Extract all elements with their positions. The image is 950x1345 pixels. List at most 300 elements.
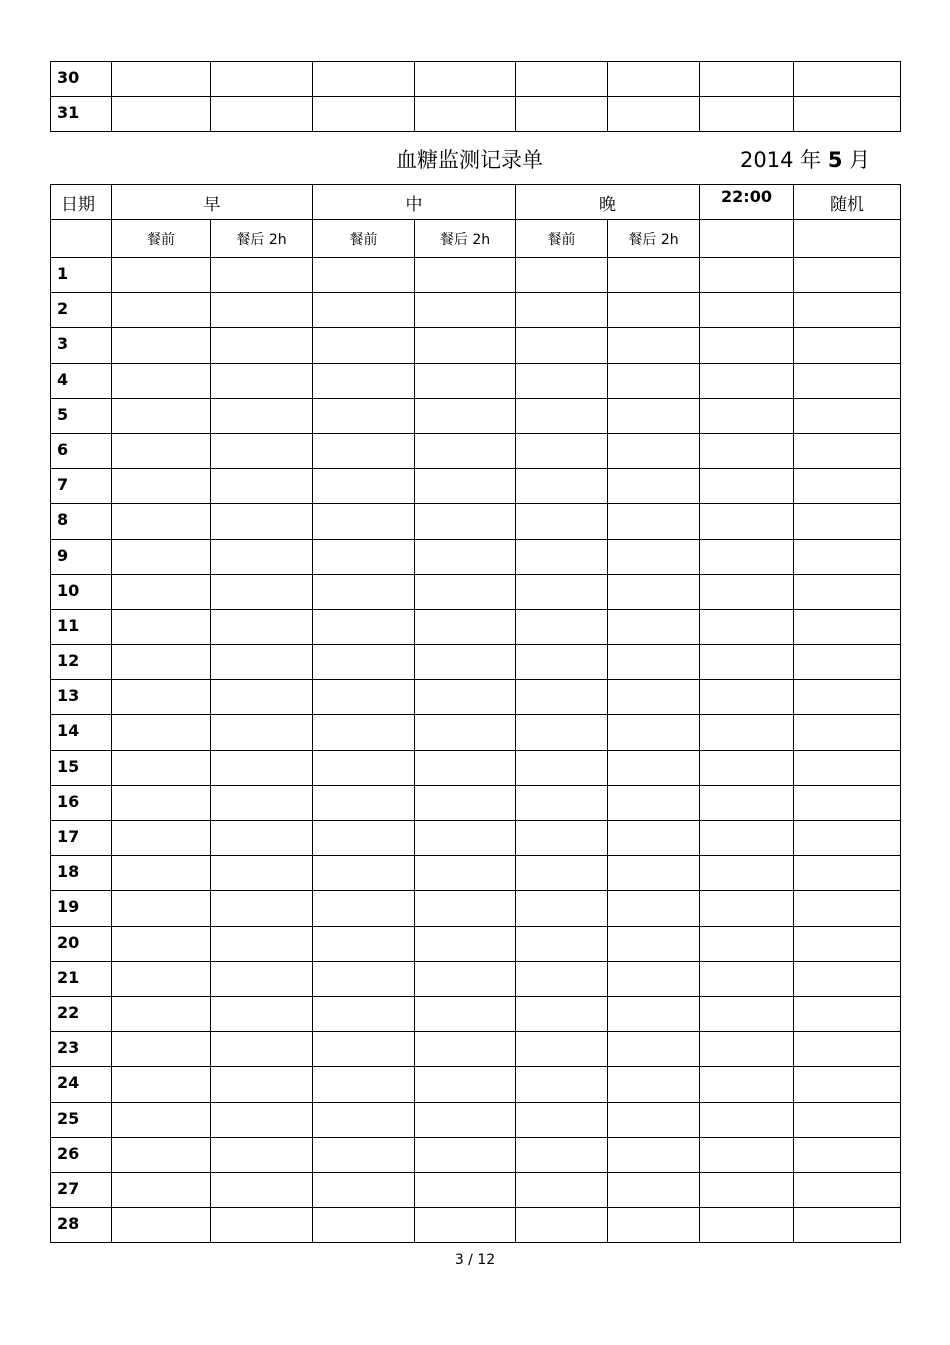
day-entry-cell[interactable] [516, 1137, 608, 1172]
day-entry-cell[interactable] [313, 398, 415, 433]
day-entry-cell[interactable] [516, 891, 608, 926]
day-entry-cell[interactable] [211, 961, 313, 996]
day-entry-cell[interactable] [608, 1102, 700, 1137]
page-number: 3 / 12 [454, 1252, 496, 1268]
day-row [51, 433, 901, 468]
day-entry-cell[interactable] [608, 293, 700, 328]
day-entry-cell[interactable] [313, 750, 415, 785]
day-entry-cell[interactable] [211, 1137, 313, 1172]
day-entry-cell[interactable] [794, 926, 901, 961]
day-row [51, 926, 901, 961]
day-entry-cell[interactable] [700, 996, 794, 1031]
day-entry-cell[interactable] [313, 856, 415, 891]
day-entry-cell[interactable] [516, 504, 608, 539]
day-entry-cell[interactable] [516, 469, 608, 504]
day-entry-cell[interactable] [415, 750, 516, 785]
day-entry-cell[interactable] [700, 574, 794, 609]
day-day-label: 13 [51, 680, 112, 715]
day-row [51, 1208, 901, 1243]
day-entry-cell[interactable] [211, 1208, 313, 1243]
day-entry-cell[interactable] [516, 609, 608, 644]
day-row [51, 574, 901, 609]
day-entry-cell[interactable] [700, 1208, 794, 1243]
day-entry-cell[interactable] [313, 891, 415, 926]
prev-entry-cell[interactable] [794, 97, 901, 132]
prev-entry-cell[interactable] [313, 97, 415, 132]
day-day-label: 25 [51, 1102, 112, 1137]
day-entry-cell[interactable] [313, 574, 415, 609]
day-day-label: 27 [51, 1172, 112, 1207]
day-entry-cell[interactable] [415, 539, 516, 574]
day-entry-cell[interactable] [516, 258, 608, 293]
day-entry-cell[interactable] [211, 258, 313, 293]
day-entry-cell[interactable] [313, 1102, 415, 1137]
day-entry-cell[interactable] [700, 328, 794, 363]
day-entry-cell[interactable] [211, 293, 313, 328]
day-entry-cell[interactable] [700, 363, 794, 398]
header-row-meals [51, 220, 901, 258]
day-entry-cell[interactable] [211, 1032, 313, 1067]
day-entry-cell[interactable] [211, 715, 313, 750]
day-day-label: 28 [51, 1208, 112, 1243]
prev-entry-cell[interactable] [608, 97, 700, 132]
day-entry-cell[interactable] [516, 539, 608, 574]
day-entry-cell[interactable] [415, 645, 516, 680]
day-entry-cell[interactable] [415, 821, 516, 856]
day-day-label: 21 [51, 961, 112, 996]
day-entry-cell[interactable] [794, 504, 901, 539]
day-entry-cell[interactable] [415, 258, 516, 293]
day-row [51, 750, 901, 785]
day-entry-cell[interactable] [313, 1032, 415, 1067]
day-entry-cell[interactable] [608, 750, 700, 785]
day-entry-cell[interactable] [415, 363, 516, 398]
day-entry-cell[interactable] [313, 469, 415, 504]
day-entry-cell[interactable] [794, 821, 901, 856]
day-entry-cell[interactable] [415, 715, 516, 750]
day-entry-cell[interactable] [516, 821, 608, 856]
day-entry-cell[interactable] [112, 1172, 211, 1207]
day-entry-cell[interactable] [415, 504, 516, 539]
day-entry-cell[interactable] [608, 645, 700, 680]
day-entry-cell[interactable] [211, 609, 313, 644]
day-day-label: 20 [51, 926, 112, 961]
day-entry-cell[interactable] [211, 680, 313, 715]
day-entry-cell[interactable] [516, 1102, 608, 1137]
day-entry-cell[interactable] [112, 996, 211, 1031]
day-entry-cell[interactable] [794, 891, 901, 926]
prev-entry-cell[interactable] [112, 62, 211, 97]
day-entry-cell[interactable] [112, 891, 211, 926]
header-noon-before: 餐前 [313, 220, 415, 258]
day-entry-cell[interactable] [211, 433, 313, 468]
day-entry-cell[interactable] [794, 715, 901, 750]
day-row [51, 891, 901, 926]
day-entry-cell[interactable] [608, 609, 700, 644]
day-entry-cell[interactable] [516, 293, 608, 328]
day-entry-cell[interactable] [211, 574, 313, 609]
day-entry-cell[interactable] [112, 926, 211, 961]
header-row-periods [51, 185, 901, 220]
document-date [740, 144, 870, 174]
day-entry-cell[interactable] [415, 433, 516, 468]
day-entry-cell[interactable] [608, 680, 700, 715]
day-entry-cell[interactable] [211, 328, 313, 363]
day-entry-cell[interactable] [415, 961, 516, 996]
day-day-label: 1 [51, 258, 112, 293]
day-entry-cell[interactable] [112, 785, 211, 820]
day-row [51, 293, 901, 328]
day-entry-cell[interactable] [112, 433, 211, 468]
day-entry-cell[interactable] [794, 785, 901, 820]
day-entry-cell[interactable] [516, 363, 608, 398]
day-entry-cell[interactable] [313, 715, 415, 750]
day-entry-cell[interactable] [794, 961, 901, 996]
day-entry-cell[interactable] [608, 328, 700, 363]
day-entry-cell[interactable] [313, 680, 415, 715]
header-morning-after: 餐后 2h [211, 220, 313, 258]
day-entry-cell[interactable] [415, 1208, 516, 1243]
day-entry-cell[interactable] [313, 293, 415, 328]
day-entry-cell[interactable] [700, 1067, 794, 1102]
date-month: 5 [827, 148, 843, 172]
day-entry-cell[interactable] [794, 750, 901, 785]
day-entry-cell[interactable] [608, 891, 700, 926]
day-row [51, 398, 901, 433]
day-entry-cell[interactable] [313, 785, 415, 820]
day-entry-cell[interactable] [112, 469, 211, 504]
prev-entry-cell[interactable] [313, 62, 415, 97]
day-entry-cell[interactable] [608, 258, 700, 293]
day-entry-cell[interactable] [608, 1172, 700, 1207]
day-entry-cell[interactable] [415, 398, 516, 433]
day-entry-cell[interactable] [313, 821, 415, 856]
day-entry-cell[interactable] [313, 996, 415, 1031]
day-entry-cell[interactable] [700, 398, 794, 433]
day-entry-cell[interactable] [211, 539, 313, 574]
day-day-label: 4 [51, 363, 112, 398]
day-entry-cell[interactable] [211, 750, 313, 785]
header-2200-blank [700, 220, 794, 258]
day-entry-cell[interactable] [112, 856, 211, 891]
day-entry-cell[interactable] [415, 293, 516, 328]
day-entry-cell[interactable] [516, 750, 608, 785]
day-entry-cell[interactable] [211, 891, 313, 926]
prev-entry-cell[interactable] [112, 97, 211, 132]
day-entry-cell[interactable] [700, 539, 794, 574]
day-entry-cell[interactable] [211, 398, 313, 433]
day-entry-cell[interactable] [700, 1172, 794, 1207]
day-day-label: 7 [51, 469, 112, 504]
day-entry-cell[interactable] [516, 715, 608, 750]
day-entry-cell[interactable] [700, 961, 794, 996]
day-entry-cell[interactable] [415, 680, 516, 715]
day-entry-cell[interactable] [608, 856, 700, 891]
day-entry-cell[interactable] [112, 258, 211, 293]
prev-entry-cell[interactable] [211, 62, 313, 97]
day-entry-cell[interactable] [112, 398, 211, 433]
day-entry-cell[interactable] [415, 1172, 516, 1207]
day-entry-cell[interactable] [608, 398, 700, 433]
day-entry-cell[interactable] [313, 645, 415, 680]
day-day-label: 19 [51, 891, 112, 926]
prev-row [51, 97, 901, 132]
day-entry-cell[interactable] [211, 504, 313, 539]
header-random: 随机 [794, 185, 901, 220]
day-entry-cell[interactable] [700, 715, 794, 750]
day-entry-cell[interactable] [313, 363, 415, 398]
day-entry-cell[interactable] [794, 1067, 901, 1102]
day-entry-cell[interactable] [415, 1067, 516, 1102]
prev-entry-cell[interactable] [516, 97, 608, 132]
day-entry-cell[interactable] [608, 715, 700, 750]
day-entry-cell[interactable] [112, 539, 211, 574]
day-entry-cell[interactable] [415, 926, 516, 961]
day-entry-cell[interactable] [516, 1067, 608, 1102]
day-entry-cell[interactable] [608, 1208, 700, 1243]
day-entry-cell[interactable] [516, 645, 608, 680]
day-entry-cell[interactable] [313, 539, 415, 574]
day-entry-cell[interactable] [608, 996, 700, 1031]
day-entry-cell[interactable] [794, 328, 901, 363]
day-entry-cell[interactable] [112, 1102, 211, 1137]
day-entry-cell[interactable] [211, 996, 313, 1031]
day-entry-cell[interactable] [608, 469, 700, 504]
header-random-blank [794, 220, 901, 258]
header-2200: 22:00 [700, 185, 794, 220]
day-entry-cell[interactable] [415, 785, 516, 820]
day-entry-cell[interactable] [415, 856, 516, 891]
day-entry-cell[interactable] [211, 363, 313, 398]
day-entry-cell[interactable] [112, 645, 211, 680]
day-entry-cell[interactable] [516, 926, 608, 961]
day-entry-cell[interactable] [516, 574, 608, 609]
day-entry-cell[interactable] [313, 926, 415, 961]
day-entry-cell[interactable] [608, 1137, 700, 1172]
day-entry-cell[interactable] [313, 1208, 415, 1243]
day-entry-cell[interactable] [211, 469, 313, 504]
prev-entry-cell[interactable] [608, 62, 700, 97]
day-entry-cell[interactable] [794, 1208, 901, 1243]
day-entry-cell[interactable] [211, 645, 313, 680]
day-row [51, 1102, 901, 1137]
day-entry-cell[interactable] [608, 961, 700, 996]
prev-entry-cell[interactable] [415, 97, 516, 132]
day-entry-cell[interactable] [608, 926, 700, 961]
prev-entry-cell[interactable] [415, 62, 516, 97]
day-entry-cell[interactable] [313, 1067, 415, 1102]
day-entry-cell[interactable] [700, 680, 794, 715]
date-year: 2014 [740, 148, 794, 172]
day-entry-cell[interactable] [112, 328, 211, 363]
day-row [51, 715, 901, 750]
day-entry-cell[interactable] [700, 645, 794, 680]
day-entry-cell[interactable] [415, 328, 516, 363]
day-entry-cell[interactable] [700, 856, 794, 891]
day-entry-cell[interactable] [112, 504, 211, 539]
day-entry-cell[interactable] [516, 996, 608, 1031]
day-entry-cell[interactable] [112, 1032, 211, 1067]
day-entry-cell[interactable] [516, 1032, 608, 1067]
day-entry-cell[interactable] [794, 258, 901, 293]
day-entry-cell[interactable] [700, 504, 794, 539]
day-row [51, 1137, 901, 1172]
day-entry-cell[interactable] [313, 328, 415, 363]
day-entry-cell[interactable] [608, 785, 700, 820]
day-entry-cell[interactable] [313, 504, 415, 539]
day-entry-cell[interactable] [700, 785, 794, 820]
day-entry-cell[interactable] [211, 1102, 313, 1137]
day-day-label: 6 [51, 433, 112, 468]
day-entry-cell[interactable] [211, 1172, 313, 1207]
day-entry-cell[interactable] [794, 609, 901, 644]
day-entry-cell[interactable] [700, 469, 794, 504]
day-entry-cell[interactable] [211, 821, 313, 856]
prev-entry-cell[interactable] [211, 97, 313, 132]
day-entry-cell[interactable] [313, 258, 415, 293]
day-row [51, 785, 901, 820]
day-entry-cell[interactable] [794, 680, 901, 715]
day-entry-cell[interactable] [516, 433, 608, 468]
day-entry-cell[interactable] [794, 398, 901, 433]
day-entry-cell[interactable] [112, 1208, 211, 1243]
day-entry-cell[interactable] [415, 574, 516, 609]
day-entry-cell[interactable] [794, 574, 901, 609]
day-entry-cell[interactable] [112, 609, 211, 644]
day-entry-cell[interactable] [415, 1032, 516, 1067]
day-row [51, 821, 901, 856]
prev-entry-cell[interactable] [700, 97, 794, 132]
day-entry-cell[interactable] [794, 1172, 901, 1207]
day-day-label: 10 [51, 574, 112, 609]
day-entry-cell[interactable] [608, 504, 700, 539]
day-entry-cell[interactable] [313, 1137, 415, 1172]
day-row [51, 856, 901, 891]
prev-entry-cell[interactable] [516, 62, 608, 97]
day-row [51, 469, 901, 504]
day-entry-cell[interactable] [794, 469, 901, 504]
day-entry-cell[interactable] [608, 363, 700, 398]
day-entry-cell[interactable] [794, 1137, 901, 1172]
header-morning: 早 [112, 185, 313, 220]
day-entry-cell[interactable] [794, 433, 901, 468]
day-entry-cell[interactable] [112, 821, 211, 856]
day-entry-cell[interactable] [415, 1137, 516, 1172]
day-entry-cell[interactable] [700, 433, 794, 468]
day-entry-cell[interactable] [700, 1032, 794, 1067]
day-row [51, 258, 901, 293]
day-entry-cell[interactable] [112, 574, 211, 609]
prev-entry-cell[interactable] [794, 62, 901, 97]
day-entry-cell[interactable] [700, 926, 794, 961]
day-entry-cell[interactable] [794, 363, 901, 398]
day-day-label: 18 [51, 856, 112, 891]
day-entry-cell[interactable] [794, 645, 901, 680]
day-entry-cell[interactable] [415, 996, 516, 1031]
day-entry-cell[interactable] [700, 293, 794, 328]
day-entry-cell[interactable] [415, 469, 516, 504]
day-entry-cell[interactable] [516, 680, 608, 715]
day-entry-cell[interactable] [112, 363, 211, 398]
day-entry-cell[interactable] [794, 856, 901, 891]
day-entry-cell[interactable] [112, 1137, 211, 1172]
day-entry-cell[interactable] [211, 926, 313, 961]
day-row [51, 961, 901, 996]
day-entry-cell[interactable] [700, 750, 794, 785]
day-entry-cell[interactable] [211, 1067, 313, 1102]
day-entry-cell[interactable] [794, 1102, 901, 1137]
day-entry-cell[interactable] [415, 891, 516, 926]
day-entry-cell[interactable] [516, 1208, 608, 1243]
day-entry-cell[interactable] [211, 785, 313, 820]
day-entry-cell[interactable] [794, 1032, 901, 1067]
day-entry-cell[interactable] [608, 539, 700, 574]
day-entry-cell[interactable] [700, 1102, 794, 1137]
day-row [51, 996, 901, 1031]
day-entry-cell[interactable] [608, 433, 700, 468]
day-entry-cell[interactable] [794, 293, 901, 328]
day-entry-cell[interactable] [608, 821, 700, 856]
day-row [51, 680, 901, 715]
day-entry-cell[interactable] [516, 961, 608, 996]
day-entry-cell[interactable] [700, 891, 794, 926]
prev-row [51, 62, 901, 97]
header-noon: 中 [313, 185, 516, 220]
prev-day-label: 31 [51, 97, 112, 132]
day-entry-cell[interactable] [313, 961, 415, 996]
day-entry-cell[interactable] [608, 574, 700, 609]
day-entry-cell[interactable] [608, 1032, 700, 1067]
day-entry-cell[interactable] [700, 1137, 794, 1172]
day-entry-cell[interactable] [516, 1172, 608, 1207]
header-evening-before: 餐前 [516, 220, 608, 258]
day-entry-cell[interactable] [112, 961, 211, 996]
day-entry-cell[interactable] [112, 1067, 211, 1102]
day-entry-cell[interactable] [313, 433, 415, 468]
day-entry-cell[interactable] [700, 258, 794, 293]
day-day-label: 26 [51, 1137, 112, 1172]
day-entry-cell[interactable] [112, 750, 211, 785]
day-entry-cell[interactable] [313, 1172, 415, 1207]
day-row [51, 1172, 901, 1207]
day-entry-cell[interactable] [516, 328, 608, 363]
day-entry-cell[interactable] [700, 821, 794, 856]
day-entry-cell[interactable] [112, 680, 211, 715]
day-day-label: 11 [51, 609, 112, 644]
header-blank [51, 220, 112, 258]
day-entry-cell[interactable] [700, 609, 794, 644]
day-entry-cell[interactable] [112, 715, 211, 750]
prev-entry-cell[interactable] [700, 62, 794, 97]
day-entry-cell[interactable] [211, 856, 313, 891]
day-row [51, 539, 901, 574]
day-day-label: 3 [51, 328, 112, 363]
day-entry-cell[interactable] [415, 609, 516, 644]
day-entry-cell[interactable] [516, 856, 608, 891]
day-entry-cell[interactable] [794, 996, 901, 1031]
day-entry-cell[interactable] [608, 1067, 700, 1102]
day-entry-cell[interactable] [794, 539, 901, 574]
day-entry-cell[interactable] [415, 1102, 516, 1137]
day-entry-cell[interactable] [516, 398, 608, 433]
date-month-unit: 月 [849, 148, 871, 172]
day-entry-cell[interactable] [313, 609, 415, 644]
day-day-label: 17 [51, 821, 112, 856]
day-entry-cell[interactable] [112, 293, 211, 328]
day-day-label: 14 [51, 715, 112, 750]
day-entry-cell[interactable] [516, 785, 608, 820]
day-day-label: 12 [51, 645, 112, 680]
